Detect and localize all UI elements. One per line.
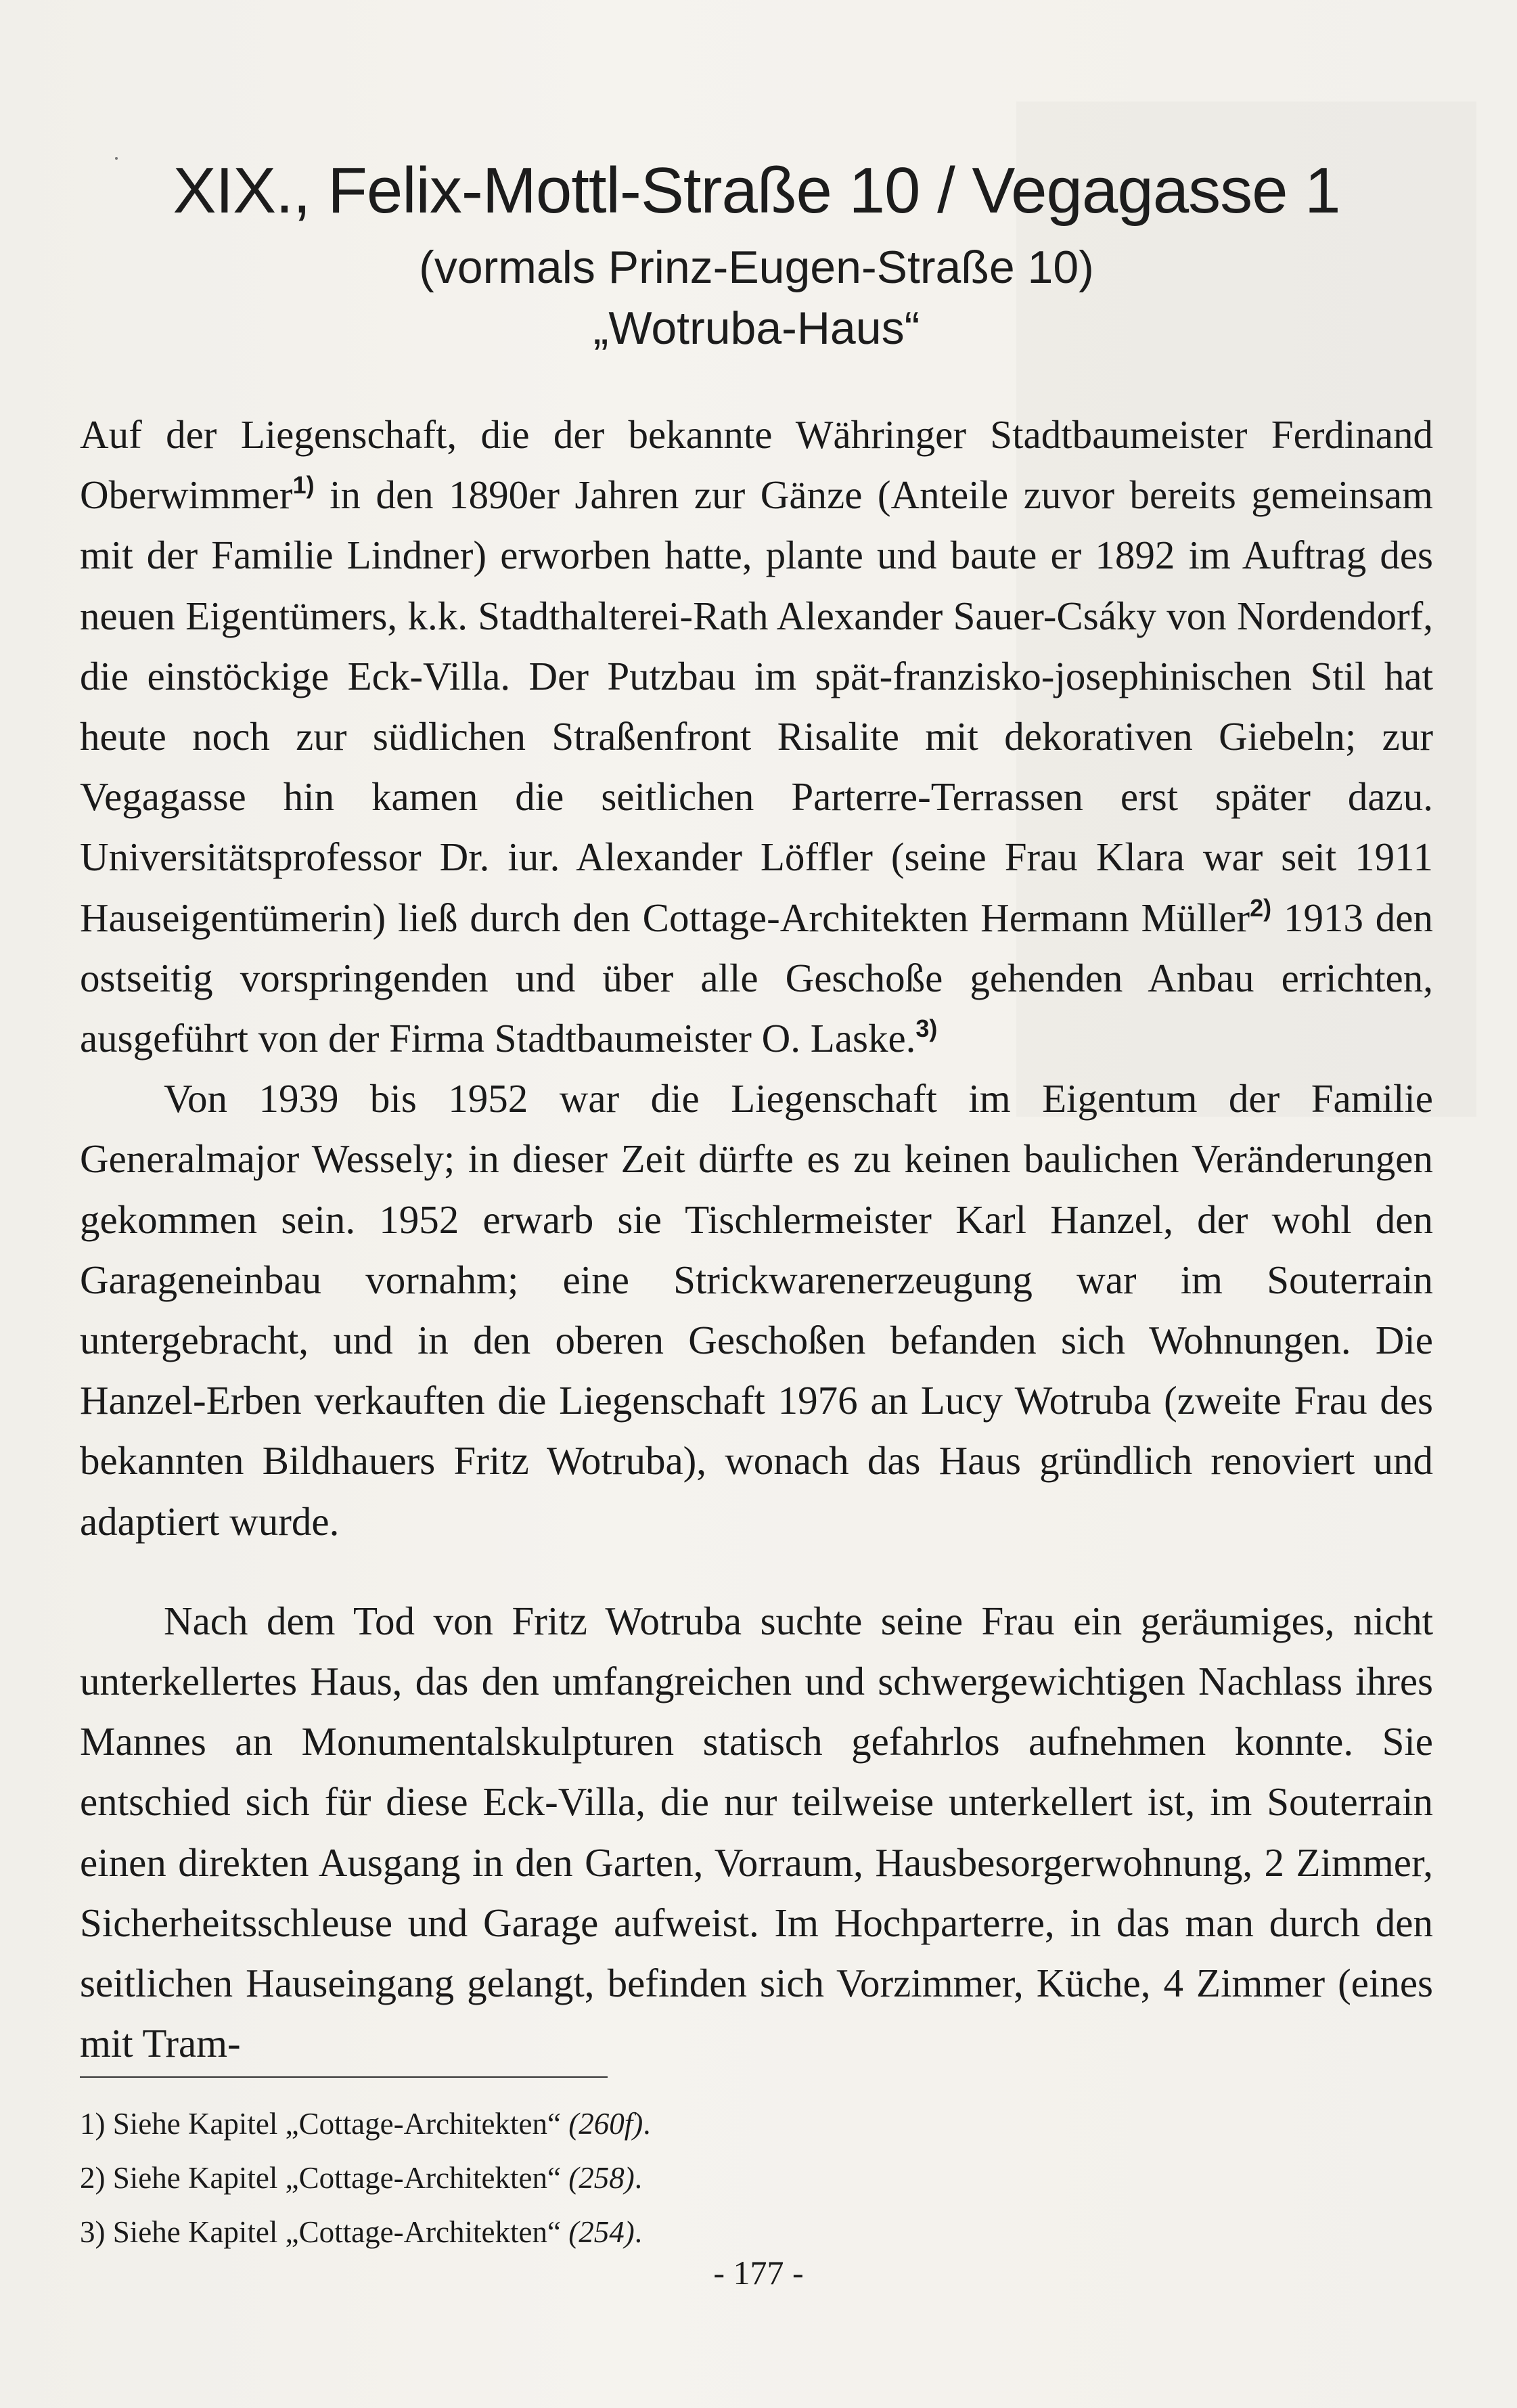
paragraph-1-part-c: 1913 den ostseitig vorspringenden und über alle Geschoße gehenden Anbau errichten, ausgeführt von der Firma Stadtbaumeister O. Laske. [80,895,1433,1061]
footnote-marker-2: 2) [1250,893,1272,922]
footnote-divider [80,2076,608,2078]
footnote-3-end: . [634,2215,642,2249]
footnote-3-text: 3) Siehe Kapitel „Cottage-Architekten“ [80,2215,569,2249]
paragraph-1-part-b: in den 1890er Jahren zur Gänze (Anteile zuvor bereits gemeinsam mit der Familie Lindner) erworben hatte, plante und baute er 1892 im Auftrag des neuen Eigentümers, k.k. Stadthalterei-Rath Alexander Sauer-Csáky von Nordendorf, die einstöckige Eck-Villa. Der Putzbau im spät-franzisko-josephinischen Stil hat heute noch zur südlichen Straßenfront Risalite mit dekorativen Giebeln; zur Vegagasse hin kamen die seitlichen Parterre-Terrassen erst später dazu. Universitätsprofessor Dr. iur. Alexander Löffler (seine Frau Klara war seit 1911 Hauseigentümerin) ließ durch den Cottage-Architekten Hermann Müller [80,472,1433,940]
footnote-marker-1: 1) [292,471,315,499]
paragraph-1-part-a: Auf der Liegenschaft, die der bekannte Währinger Stadtbaumeister Ferdinand Oberwimmer [80,412,1433,518]
paragraph-3: Nach dem Tod von Fritz Wotruba suchte seine Frau ein geräumiges, nicht unterkellertes Haus, das den umfangreichen und schwergewichtigen Nachlass ihres Mannes an Monumentalskulpturen statisch gefahrlos aufnehmen konnte. Sie entschied sich für diese Eck-Villa, die nur teilweise unterkellert ist, im Souterrain einen direkten Ausgang in den Garten, Vorraum, Hausbesorgerwohnung, 2 Zimmer, Sicherheitsschleuse und Garage aufweist. Im Hochparterre, in das man durch den seitlichen Hauseingang gelangt, befinden sich Vorzimmer, Küche, 4 Zimmer (eines mit Tram- [80,1598,1433,2066]
former-street-name: (vormals Prinz-Eugen-Straße 10) [419,242,1094,293]
page-number: - 177 - [713,2254,804,2292]
footnote-3 [80,2205,1095,2259]
footnote-2-end: . [634,2161,642,2195]
footnote-3-page-ref: (254) [568,2215,635,2249]
footnote-1 [80,2097,1095,2151]
house-name: „Wotruba-Haus“ [593,303,920,354]
footnote-1-end: . [643,2107,651,2141]
footnote-2-text: 2) Siehe Kapitel „Cottage-Architekten“ [80,2161,569,2195]
footnote-1-page-ref: (260f) [568,2107,643,2141]
paragraph-2: Von 1939 bis 1952 war die Liegenschaft im Eigentum der Familie Generalmajor Wessely; in dieser Zeit dürfte es zu keinen baulichen Veränderungen gekommen sein. 1952 erwarb sie Tischlermeister Karl Hanzel, der wohl den Garageneinbau vornahm; eine Strickwarenerzeugung war im Souterrain untergebracht, und in den oberen Geschoßen befanden sich Wohnungen. Die Hanzel-Erben verkauften die Liegenschaft 1976 an Lucy Wotruba (zweite Frau des bekannten Bildhauers Fritz Wotruba), wonach das Haus gründlich renoviert und adaptiert wurde. [80,1076,1433,1544]
footnote-2 [80,2151,1095,2205]
footnotes [80,2097,1095,2259]
page-title: XIX., Felix-Mottl-Straße 10 / Vegagasse 1 [173,154,1340,227]
footnote-2-page-ref: (258) [568,2161,635,2195]
paragraph-1 [80,405,1433,1069]
footnote-marker-3: 3) [915,1015,938,1043]
body-text [80,405,1433,2074]
footnote-1-text: 1) Siehe Kapitel „Cottage-Architekten“ [80,2107,569,2141]
